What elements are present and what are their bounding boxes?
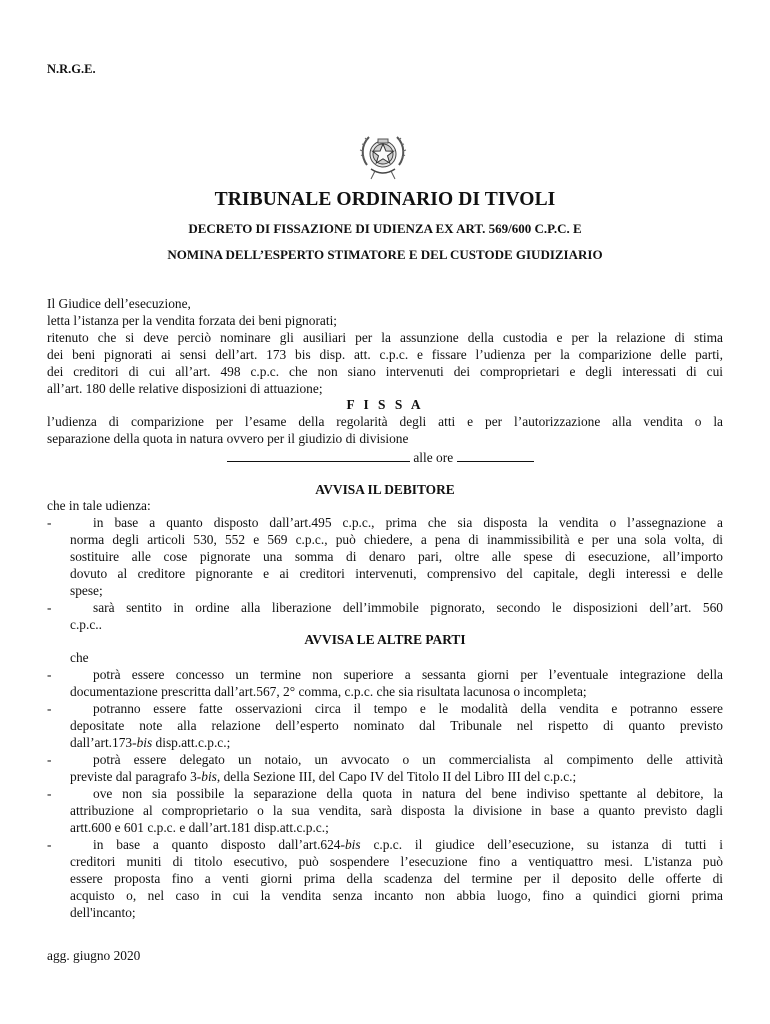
altre-item5-line-5: dell'incanto; — [70, 905, 136, 920]
italian-republic-emblem-icon — [355, 127, 411, 187]
altre-item2-line-3 — [70, 735, 723, 751]
hearing-date-time-blanks — [227, 449, 534, 466]
list-dash: - — [47, 786, 52, 801]
text-run: , della Sezione III, del Capo IV del Titolo II del Libro III del c.p.c.; — [216, 769, 577, 784]
intro-line-3: ritenuto che si deve perciò nominare gli ausiliari per la assunzione della custodia e per la relazione di stima — [47, 330, 723, 345]
text-run: c.p.c. il giudice dell’esecuzione, su istanza di tutti i — [360, 837, 723, 852]
debitore-item1-line-1: in base a quanto disposto dall’art.495 c.p.c., prima che sia disposta la vendita o l’assegnazione a — [93, 515, 723, 530]
altre-item5-line-2: creditori muniti di titolo esecutivo, può sospendere l’esecuzione fino a ventiquattro mesi. L'istanza può — [70, 854, 723, 869]
altre-item2-line-2: depositate note alla relazione dell’esperto nominato dal Tribunale nel rispetto di quanto previsto — [70, 718, 723, 733]
decree-subtitle-line-2: NOMINA DELL’ESPERTO STIMATORE E DEL CUSTODE GIUDIZIARIO — [167, 247, 603, 262]
list-dash: - — [47, 752, 52, 767]
intro-line-1: Il Giudice dell’esecuzione, — [47, 296, 191, 311]
hearing-date-blank — [227, 449, 410, 462]
intro-line-5: dei creditori di cui all’art. 498 c.p.c. che non siano intervenuti dei comproprietari e degli interessati di cui — [47, 364, 723, 379]
avvisa-altre-parti-heading: AVVISA LE ALTRE PARTI — [304, 632, 466, 647]
altre-item4-line-3: artt.600 e 601 c.p.c. e dall’art.181 disp.att.c.p.c.; — [70, 820, 329, 835]
italic-bis: bis — [344, 837, 361, 852]
debitore-item1-line-2: norma degli articoli 530, 552 e 569 c.p.c., può chiedere, a pena di inammissibilità e per una sola volta, di — [70, 532, 723, 547]
fissa-line-2: separazione della quota in natura ovvero per il giudizio di divisione — [47, 431, 409, 446]
list-dash: - — [47, 837, 52, 852]
intro-line-4: dei beni pignorati ai sensi dell’art. 173 bis disp. att. c.p.c. e fissare l’udienza per la comparizione delle parti, — [47, 347, 723, 362]
text-run: disp.att.c.p.c.; — [152, 735, 231, 750]
altre-item2-line-1: potranno essere fatte osservazioni circa il tempo e le modalità della vendita e potranno essere — [93, 701, 723, 716]
intro-line-6: all’art. 180 delle relative disposizioni di attuazione; — [47, 381, 323, 396]
list-dash: - — [47, 667, 52, 682]
debitore-item1-line-4: dovuto al creditore pignorante e ai creditori intervenuti, comprensivo del capitale, degli interessi e delle — [70, 566, 723, 581]
alle-ore-label: alle ore — [413, 450, 454, 465]
altre-item3-line-1: potrà essere delegato un notaio, un avvocato o un commercialista al compimento delle attività — [93, 752, 723, 767]
altre-item3-line-2 — [70, 769, 723, 785]
italic-bis: bis — [201, 769, 217, 784]
altre-item5-line-3: essere proposta fino a venti giorni prima della scadenza del termine per il deposito delle offerte di — [70, 871, 723, 886]
decree-subtitle-line-1: DECRETO DI FISSAZIONE DI UDIENZA EX ART. 569/600 C.P.C. E — [188, 221, 582, 236]
altre-intro: che — [70, 650, 89, 665]
italic-bis: bis — [136, 735, 153, 750]
altre-item1-line-1: potrà essere concesso un termine non superiore a sessanta giorni per l’eventuale integrazione della — [93, 667, 723, 682]
hearing-time-blank — [457, 449, 534, 462]
altre-item5-line-1 — [70, 837, 723, 853]
altre-item4-line-2: attribuzione al comproprietario o la sua vendita, sarà disposta la divisione in base a quanto previsto dagli — [70, 803, 723, 818]
list-dash: - — [47, 515, 52, 530]
text-run: previste dal paragrafo 3- — [70, 769, 202, 784]
fissa-heading: F I S S A — [346, 397, 424, 412]
debitore-intro: che in tale udienza: — [47, 498, 151, 513]
debitore-item1-line-5: spese; — [70, 583, 103, 598]
text-run: dall’art.173- — [70, 735, 137, 750]
list-dash: - — [47, 600, 52, 615]
altre-item4-line-1: ove non sia possibile la separazione della quota in natura del bene indiviso spettante al debitore, la — [93, 786, 723, 801]
intro-line-2: letta l’istanza per la vendita forzata dei beni pignorati; — [47, 313, 338, 328]
debitore-item2-line-1: sarà sentito in ordine alla liberazione dell’immobile pignorato, secondo le disposizioni dell’art. 560 — [93, 600, 723, 615]
debitore-item1-line-3: sostituire alle cose pignorate una somma di denaro pari, oltre alle spese di esecuzione, all’importo — [70, 549, 723, 564]
court-title: TRIBUNALE ORDINARIO DI TIVOLI — [214, 189, 556, 210]
text-run: in base a quanto disposto dall’art.624- — [93, 837, 345, 852]
altre-item1-line-2: documentazione prescritta dall’art.567, 2° comma, c.p.c. che sia risultata lacunosa o incompleta; — [70, 684, 587, 699]
avvisa-debitore-heading: AVVISA IL DEBITORE — [315, 482, 455, 497]
fissa-line-1: l’udienza di comparizione per l’esame della regolarità degli atti e per l’autorizzazione alla vendita o la — [47, 414, 723, 429]
document-code: N.R.G.E. — [47, 62, 96, 76]
footer-update-note: agg. giugno 2020 — [47, 948, 141, 963]
list-dash: - — [47, 701, 52, 716]
debitore-item2-line-2: c.p.c.. — [70, 617, 102, 632]
altre-item5-line-4: acquisto o, nel caso in cui la vendita senza incanto non abbia luogo, fino a quindici giorni prima — [70, 888, 723, 903]
